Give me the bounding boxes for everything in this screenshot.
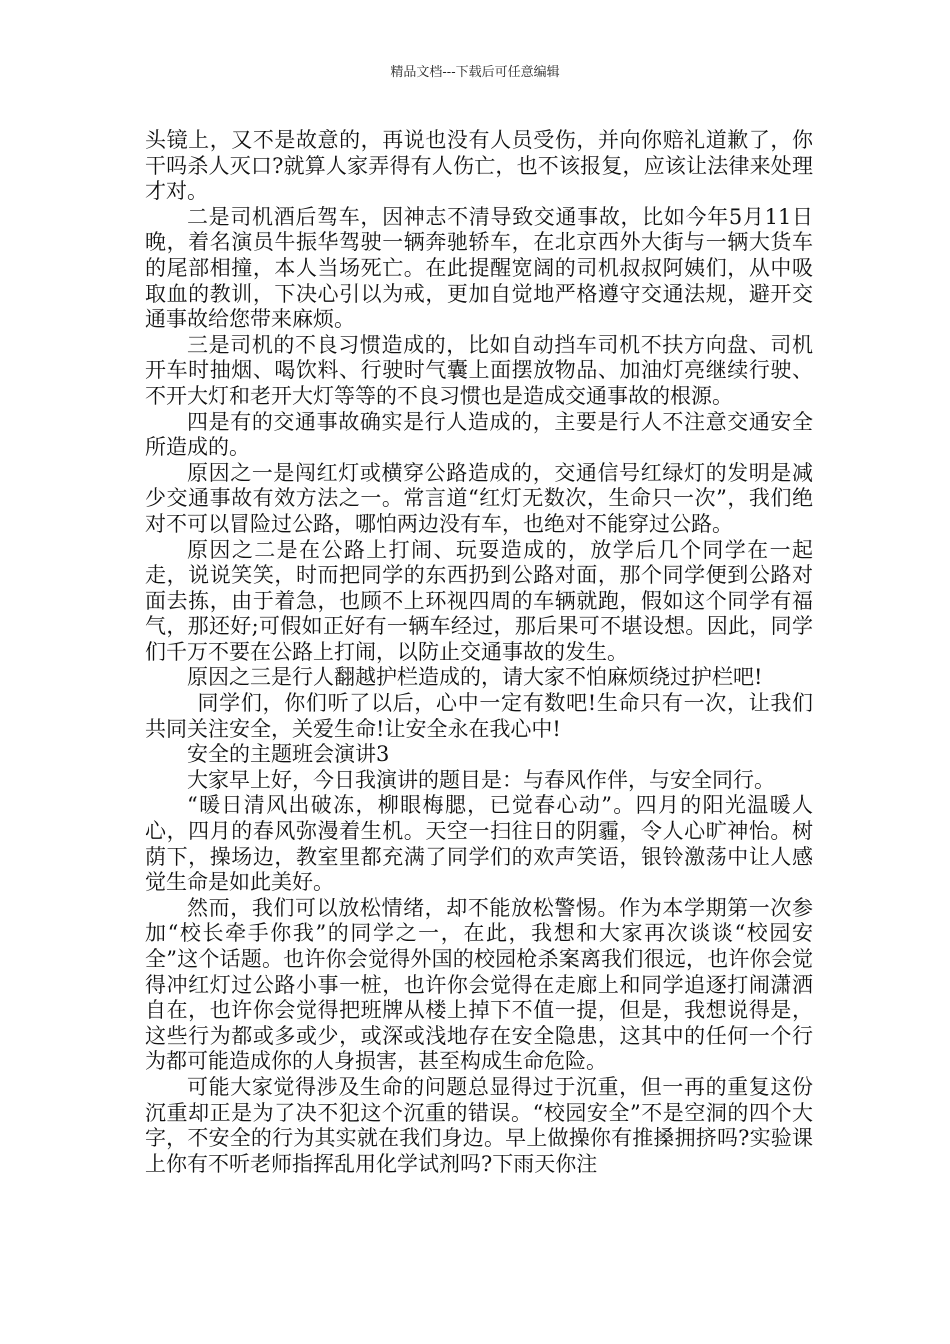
paragraph: 同学们，你们听了以后，心中一定有数吧!生命只有一次，让我们共同关注安全，关爱生命!让安全永在我心中!	[145, 691, 813, 741]
paragraph: 原因之一是闯红灯或横穿公路造成的，交通信号红绿灯的发明是减少交通事故有效方法之一。常言道“红灯无数次，生命只一次”，我们绝对不可以冒险过公路，哪怕两边没有车，也绝对不能穿过公路。	[145, 460, 813, 536]
paragraph: 三是司机的不良习惯造成的，比如自动挡车司机不扶方向盘、司机开车时抽烟、喝饮料、行驶时气囊上面摆放物品、加油灯亮继续行驶、不开大灯和老开大灯等等的不良习惯也是造成交通事故的根源。	[145, 332, 813, 408]
paragraph: 大家早上好，今日我演讲的题目是：与春风作伴，与安全同行。	[187, 767, 775, 792]
section-heading: 安全的主题班会演讲3	[187, 742, 390, 767]
paragraph: 四是有的交通事故确实是行人造成的，主要是行人不注意交通安全所造成的。	[145, 409, 813, 460]
paragraph: 原因之三是行人翻越护栏造成的，请大家不怕麻烦绕过护栏吧!	[187, 665, 763, 690]
document-body	[145, 128, 813, 1177]
paragraph: 然而，我们可以放松情绪，却不能放松警惕。作为本学期第一次参加“校长牵手你我”的同学之一，在此，我想和大家再次谈谈“校园安全”这个话题。也许你会觉得外国的校园枪杀案离我们很远，也许你会觉得冲红灯过公路小事一桩，也许你会觉得在走廊上和同学追逐打闹潇洒自在，也许你会觉得把班牌从楼上掉下不值一提，但是，我想说得是，这些行为都或多或少，或深或浅地存在安全隐患，这其中的任何一个行为都可能造成你的人身损害，甚至构成生命危险。	[145, 895, 813, 1074]
paragraph: 二是司机酒后驾车，因神志不清导致交通事故，比如今年5月11日晚，着名演员牛振华驾驶一辆奔驰轿车，在北京西外大街与一辆大货车的尾部相撞，本人当场死亡。在此提醒宽阔的司机叔叔阿姨们，从中吸取血的教训，下决心引以为戒，更加自觉地严格遵守交通法规，避开交通事故给您带来麻烦。	[145, 204, 813, 332]
paragraph: 原因之二是在公路上打闹、玩耍造成的，放学后几个同学在一起走，说说笑笑，时而把同学的东西扔到公路对面，那个同学便到公路对面去拣，由于着急，也顾不上环视四周的车辆就跑，假如这个同学有福气，那还好;可假如正好有一辆车经过，那后果可不堪设想。因此，同学们千万不要在公路上打闹，以防止交通事故的发生。	[145, 537, 813, 664]
paragraph: 可能大家觉得涉及生命的问题总显得过于沉重，但一再的重复这份沉重却正是为了决不犯这个沉重的错误。“校园安全”不是空洞的四个大字，不安全的行为其实就在我们身边。早上做操你有推搡拥挤吗?实验课上你有不听老师指挥乱用化学试剂吗?下雨天你注	[145, 1074, 813, 1176]
paragraph: “暖日清风出破冻，柳眼梅腮，已觉春心动”。四月的阳光温暖人心，四月的春风弥漫着生机。天空一扫往日的阴霾，令人心旷神怡。树荫下，操场边，教室里都充满了同学们的欢声笑语，银铃激荡中让人感觉生命是如此美好。	[145, 793, 813, 895]
page-header: 精品文档---下载后可任意编辑	[390, 65, 560, 80]
paragraph: 头镜上，又不是故意的，再说也没有人员受伤，并向你赔礼道歉了，你干吗杀人灭口?就算人家弄得有人伤亡，也不该报复，应该让法律来处理才对。	[145, 128, 813, 204]
